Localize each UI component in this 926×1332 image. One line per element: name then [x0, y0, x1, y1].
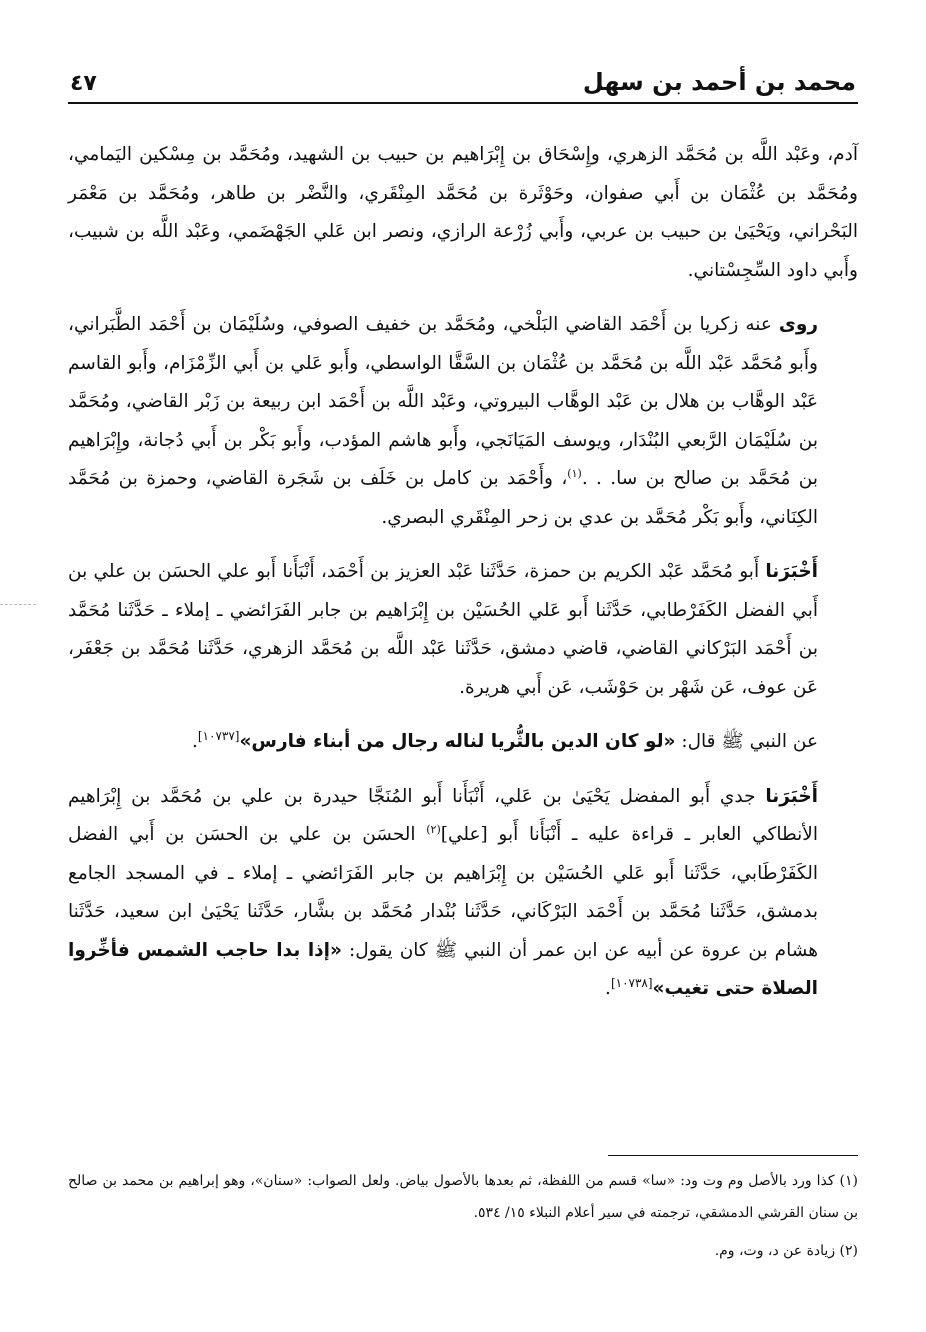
paragraph-text: . — [605, 978, 611, 999]
paragraph-text: جدي أَبو المفضل يَحْيَىٰ بن عَلي، أَنْبَأَنا أَبو المُنَجَّا حيدرة بن علي بن مُحَمَّد بن إِبْرَاهيم الأنطاكي العابر ـ قراءة عليه ـ أَنْبَأَنا أَبو [علي] — [68, 785, 818, 845]
paragraph-lead-word: أَخْبَرَنا — [765, 785, 818, 807]
paragraph-text: ، وأَحْمَد بن كامل بن خَلَف بن شَجَرة القاضي، وحمزة بن مُحَمَّد الكِنَاني، وأَبو بَكْر مُحَمَّد بن عدي بن زحر المِنْقَري البصري. — [68, 468, 818, 528]
running-title: محمد بن أحمد بن سهل — [582, 68, 856, 96]
hadith-number: [١٠٧٣٧] — [197, 728, 240, 743]
paragraph-teachers — [68, 136, 858, 290]
paragraph-isnad-2 — [68, 778, 858, 1009]
paragraph-isnad-1 — [68, 553, 858, 707]
paragraph-hadith-1 — [68, 723, 858, 762]
main-text — [68, 136, 858, 1025]
paragraph-lead-word: أَخْبَرَنا — [765, 561, 818, 582]
page-header — [68, 62, 858, 104]
page-number: ٤٧ — [70, 71, 97, 96]
hadith-text: «لو كان الدين بالثُّريا لناله رجال من أبناء فارس» — [239, 731, 676, 752]
paragraph-text: أَبو مُحَمَّد عَبْد الكريم بن حمزة، حَدَّثَنا عَبْد العزيز بن أَحْمَد، أَنْبَأَنا أَبو علي الحسَن بن علي بن أَبي الفضل الكَفَرْطابي، حَدَّثَنا أَبو عَلي الحُسَيْن بن إِبْرَاهيم بن جابر الفَرَائضي ـ إملاء ـ حَدَّثَنا مُحَمَّد بن أَحْمَد البَرْكاني القاضي، قاضي دمشق، حَدَّثَنا عَبْد اللَّه بن مُحَمَّد الزهري، حَدَّثَنا مُحَمَّد بن جَعْفَر، عَن عوف، عَن شَهْر بن حَوْشَب، عَن أَبي هريرة. — [68, 561, 818, 698]
footnote-item: (١) كذا ورد بالأصل وم وت ود: «سا» قسم من اللفظة، ثم بعدها بالأصول بياض. ولعل الصواب: «سنان»، وهو إبراهيم بن محمد بن صالح بن سنان القرشي الدمشقي، ترجمته في سير أعلام النبلاء ١٥/ ٥٣٤. — [68, 1173, 858, 1221]
hadith-text: «إذا بدا حاجب الشمس فأخِّروا الصلاة حتى تغيب» — [68, 939, 818, 999]
paragraph-narrators — [68, 306, 858, 537]
footnotes — [68, 1165, 858, 1273]
paragraph-text: الحسَن بن علي بن الحسَن بن أَبي الفضل الكَفَرْطَابي، حَدَّثَنا أَبو عَلي الحُسَيْن بن إِبْرَاهيم بن جابر الفَرَائضي ـ إملاء ـ في المسجد الجامع بدمشق، حَدَّثَنا مُحَمَّد بن أَحْمَد البَرْكَاني، حَدَّثَنا بُنْدار مُحَمَّد بن بشَّار، حَدَّثَنا يَحْيَىٰ ابن سعيد، حَدَّثَنا هشام بن عروة عن أبيه عن ابن عمر أن النبي ﷺ كان يقول: — [68, 824, 818, 961]
footnote-marker: (٢) — [426, 822, 441, 836]
hadith-number: [١٠٧٣٨] — [610, 975, 653, 990]
paragraph-text: عن النبي ﷺ قال: — [675, 731, 818, 752]
paragraph-text: آدم، وعَبْد اللَّه بن مُحَمَّد الزهري، وإِسْحَاق بن إِبْرَاهيم بن حبيب بن الشهيد، ومُحَمَّد بن مِسْكين اليَمامي، ومُحَمَّد بن عُثْمَان بن أَبي صفوان، وحَوْثَرة بن مُحَمَّد المِنْقَري، والنَّضْر بن طاهر، ومُحَمَّد بن مَعْمَر البَحْراني، ويَحْيَىٰ بن حبيب بن عربي، وأَبي زُرْعة الرازي، ونصر ابن عَلي الجَهْضَمي، وعَبْد اللَّه بن شبيب، وأَبي داود السِّجِسْتاني. — [68, 144, 858, 281]
paragraph-text: عنه زكريا بن أَحْمَد القاضي البَلْخي، ومُحَمَّد بن خفيف الصوفي، وسُلَيْمَان بن أَحْمَد الطَّبَراني، وأَبو مُحَمَّد عَبْد اللَّه بن مُحَمَّد بن عُثْمَان بن السَّقَّا الواسطي، وأَبو عَلي بن أَبي الزِّمْزَام، وأَبو القاسم عَبْد الوهَّاب بن هلال بن عَبْد الوهَّاب البيروتي، وعَبْد اللَّه بن أَحْمَد ابن ربيعة بن زَبْر القاضي، ومُحَمَّد بن سُلَيْمَان الرَّبعي البُنْدَار، ويوسف المَيَانَجي، وأَبو هاشم المؤدب، وأَبو بَكْر بن أَبي دُجانة، وإِبْرَاهيم بن مُحَمَّد بن صالح بن سا. . . — [68, 314, 818, 489]
footnote-divider — [608, 1155, 858, 1156]
footnote-item: (٢) زيادة عن د، وت، وم. — [714, 1243, 858, 1259]
paragraph-lead-word: روى — [778, 314, 818, 335]
margin-scan-mark — [0, 604, 36, 605]
footnote-marker: (١) — [567, 466, 582, 480]
paragraph-text: . — [191, 731, 198, 752]
